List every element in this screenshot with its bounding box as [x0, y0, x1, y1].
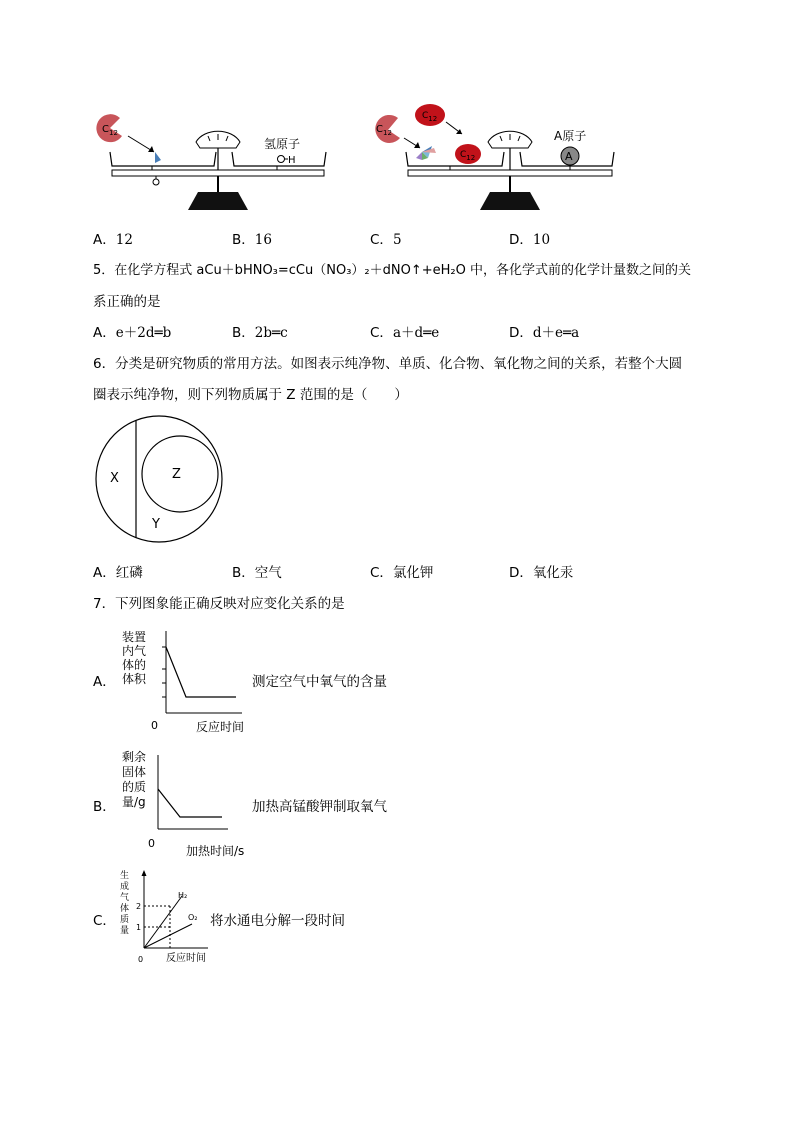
q5-option-d[interactable]: D．d＋e═a [509, 325, 580, 341]
svg-text:C12: $C_{12}$ [376, 124, 392, 137]
svg-text:1: 1 [136, 923, 142, 932]
hydrogen-atom-icon [278, 156, 285, 163]
q7-stem: 7．下列图象能正确反映对应变化关系的是 [93, 596, 345, 612]
svg-text:加热时间/s: 加热时间/s [186, 844, 245, 858]
label-z: Z [172, 467, 181, 482]
classification-venn-diagram [92, 412, 232, 547]
svg-text:A: A [565, 150, 573, 163]
q5-stem-line2: 系正确的是 [93, 294, 161, 310]
curve-b [158, 789, 222, 817]
q7-option-a-letter[interactable]: A． [93, 674, 116, 690]
q4-option-c[interactable]: C．5 [370, 232, 402, 248]
q7-graph-c [116, 868, 216, 966]
balance-figure-left [92, 108, 337, 218]
svg-text:量/g: 量/g [122, 795, 146, 809]
curve-a [166, 647, 236, 697]
q7-graph-a [118, 625, 258, 740]
svg-text:C12: $C_{12}$ [460, 150, 476, 162]
q6-option-a[interactable]: A．红磷 [93, 565, 143, 581]
svg-text:生: 生 [120, 871, 130, 881]
svg-text:气: 气 [120, 893, 130, 903]
svg-text:固体: 固体 [122, 765, 147, 779]
balance-figure-right [370, 100, 625, 218]
svg-text:0: 0 [151, 719, 158, 732]
q6-option-c[interactable]: C．氯化钾 [370, 565, 434, 581]
q5-option-c[interactable]: C．a＋d═e [370, 325, 440, 341]
svg-text:C12: $C_{12}$ [422, 111, 438, 123]
q6-option-b[interactable]: B．空气 [232, 565, 282, 581]
line-o2 [144, 924, 192, 948]
svg-text:氢原子: 氢原子 [264, 137, 301, 151]
svg-text:体: 体 [120, 904, 130, 914]
svg-text:反应时间: 反应时间 [196, 720, 245, 734]
label-x: X [110, 471, 119, 486]
q7-option-b-desc: 加热高锰酸钾制取氧气 [252, 799, 387, 815]
carbon-12-atom-icon [96, 114, 122, 142]
svg-text:体的: 体的 [122, 658, 147, 672]
q4-option-d[interactable]: D．10 [509, 232, 551, 248]
svg-text:0: 0 [138, 955, 144, 964]
svg-text:内气: 内气 [122, 644, 147, 658]
svg-text:的质: 的质 [122, 780, 147, 794]
q6-stem-line2: 圈表示纯净物，则下列物质属于 Z 范围的是（ ） [93, 387, 408, 403]
svg-text:2: 2 [136, 902, 142, 911]
svg-text:量: 量 [120, 926, 130, 936]
svg-text:A原子: A原子 [554, 129, 587, 143]
q7-option-c-letter[interactable]: C． [93, 913, 116, 929]
line-h2 [144, 896, 182, 948]
svg-text:成: 成 [120, 882, 130, 892]
q7-option-a-desc: 测定空气中氧气的含量 [252, 674, 387, 690]
q5-option-b[interactable]: B．2b═c [232, 325, 288, 341]
svg-text:C12: $C_{12}$ [102, 124, 118, 137]
q7-option-b-letter[interactable]: B． [93, 799, 116, 815]
q7-graph-b [118, 745, 268, 860]
carbon-12-atom-icon [455, 144, 481, 164]
q4-option-b[interactable]: B．16 [232, 232, 272, 248]
carbon-12-atom-icon [415, 104, 445, 126]
svg-text:装置: 装置 [122, 630, 147, 644]
svg-text:质: 质 [120, 915, 130, 925]
q4-option-a[interactable]: A．12 [93, 232, 133, 248]
q7-option-c-desc: 将水通电分解一段时间 [210, 913, 345, 929]
svg-text:剩余: 剩余 [122, 750, 147, 764]
svg-text:体积: 体积 [122, 672, 147, 686]
q6-stem-line1: 6．分类是研究物质的常用方法。如图表示纯净物、单质、化合物、氧化物之间的关系，若整个大圆 [93, 356, 683, 372]
svg-text:H: H [288, 155, 296, 166]
svg-text:反应时间: 反应时间 [166, 953, 206, 964]
label-y: Y [152, 517, 160, 532]
svg-text:0: 0 [148, 837, 155, 850]
svg-text:O₂: O₂ [188, 913, 198, 922]
q5-stem-line1: 5．在化学方程式 aCu＋bHNO₃=cCu（NO₃）₂＋dNO↑+eH₂O 中，各化学式前的化学计量数之间的关 [93, 263, 691, 278]
carbon-12-pie-atom-icon [375, 115, 400, 143]
svg-text:H₂: H₂ [178, 891, 188, 900]
q6-option-d[interactable]: D．氧化汞 [509, 565, 574, 581]
q5-option-a[interactable]: A．e＋2d═b [93, 325, 172, 341]
